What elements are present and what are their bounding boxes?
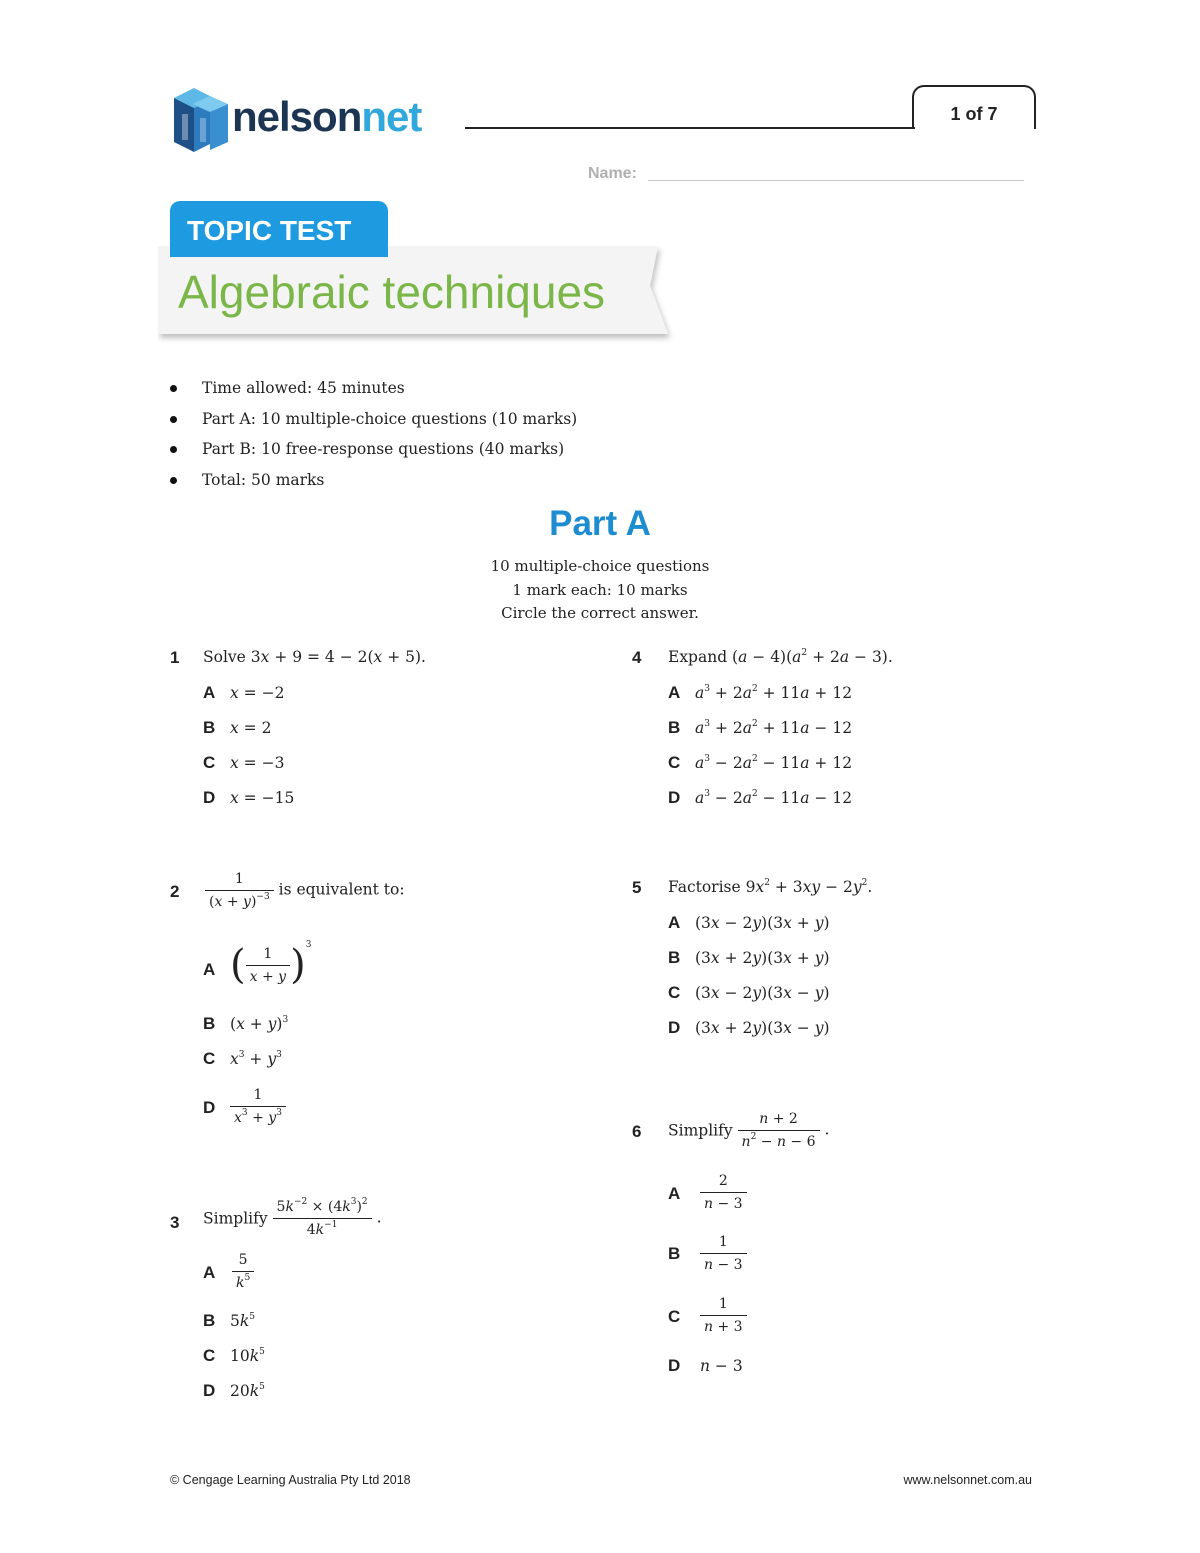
part-intro — [0, 555, 1200, 626]
question-number: 6 — [632, 1122, 642, 1141]
bullet-icon — [170, 385, 177, 392]
option-label[interactable]: D — [203, 788, 216, 807]
question-stem: $\frac{1}{(x + y)^{-3}}$ is equivalent to: — [205, 870, 405, 911]
option-label[interactable]: C — [668, 983, 681, 1002]
list-item — [170, 376, 577, 407]
website-link[interactable]: www.nelsonnet.com.au — [903, 1473, 1032, 1487]
logo-wordmark — [232, 90, 421, 144]
option-label[interactable]: B — [203, 1311, 216, 1330]
option-label[interactable]: B — [668, 948, 681, 967]
logo-part-nelson: nelson — [232, 93, 362, 140]
option-label[interactable]: D — [668, 788, 681, 807]
option-answer[interactable]: (3x − 2y)(3x + y) — [695, 914, 830, 932]
part-heading: Part A — [549, 504, 651, 543]
option-label[interactable]: D — [668, 1018, 681, 1037]
header-rule — [465, 127, 915, 129]
option-label[interactable]: C — [203, 1049, 216, 1068]
option-answer[interactable]: $x^3 + y^3$ — [230, 1050, 282, 1068]
question-stem: Simplify $\frac{5k^{-2} \times (4k^3)^2}{4k^{-1}}$ . — [203, 1197, 382, 1238]
option-label[interactable]: B — [203, 1014, 216, 1033]
stem-text: Simplify — [203, 1209, 268, 1228]
question-number: 1 — [170, 648, 180, 667]
option-label[interactable]: A — [668, 683, 681, 702]
option-answer[interactable]: (3x + 2y)(3x − y) — [695, 1019, 830, 1037]
option-answer[interactable]: $\frac{1}{n - 3}$ — [700, 1233, 747, 1274]
name-field-line[interactable] — [648, 180, 1024, 181]
option-label[interactable]: A — [203, 1263, 216, 1282]
option-label[interactable]: C — [203, 1346, 216, 1365]
question-number: 4 — [632, 648, 642, 667]
option-label[interactable]: C — [203, 753, 216, 772]
topic-test-tab: TOPIC TEST — [170, 201, 388, 257]
option-answer[interactable]: x = −3 — [230, 754, 285, 772]
option-label[interactable]: B — [668, 718, 681, 737]
question-stem: Factorise $9x^2 + 3xy - 2y^2$. — [668, 878, 873, 896]
question-number: 3 — [170, 1213, 180, 1232]
option-answer[interactable]: $\frac{1}{x^3 + y^3}$ — [230, 1086, 286, 1127]
question-number: 2 — [170, 882, 180, 901]
stem-text: Simplify — [668, 1121, 733, 1140]
intro-line: Circle the correct answer. — [501, 604, 699, 622]
bullet-icon — [170, 477, 177, 484]
option-label[interactable]: D — [203, 1381, 216, 1400]
option-answer[interactable]: n − 3 — [700, 1357, 743, 1375]
option-answer[interactable]: $a^3 + 2a^2 + 11a - 12$ — [695, 719, 853, 737]
option-answer[interactable]: (3x + 2y)(3x + y) — [695, 949, 830, 967]
info-text: Part B: 10 free-response questions (40 marks) — [202, 440, 565, 458]
option-answer[interactable]: $20k^5$ — [230, 1382, 265, 1400]
option-label[interactable]: A — [203, 683, 216, 702]
option-answer[interactable]: $\frac{5}{k^5}$ — [232, 1251, 254, 1292]
question-stem: Simplify $\frac{n + 2}{n^2 - n - 6}$ . — [668, 1111, 830, 1150]
option-answer[interactable]: $a^3 - 2a^2 - 11a - 12$ — [695, 789, 853, 807]
option-label[interactable]: A — [203, 960, 216, 979]
option-answer[interactable]: $a^3 + 2a^2 + 11a + 12$ — [695, 684, 853, 702]
option-label[interactable]: C — [668, 1307, 681, 1326]
option-answer[interactable]: (3x − 2y)(3x − y) — [695, 984, 830, 1002]
page-indicator: 1 of 7 — [912, 85, 1036, 129]
option-answer[interactable]: $10k^5$ — [230, 1347, 265, 1365]
option-answer[interactable]: $\frac{2}{n - 3}$ — [700, 1172, 747, 1213]
option-label[interactable]: C — [668, 753, 681, 772]
option-answer[interactable]: x = −2 — [230, 684, 285, 702]
info-text: Total: 50 marks — [202, 470, 325, 489]
name-label: Name: — [588, 165, 637, 182]
option-label[interactable]: D — [668, 1356, 681, 1375]
option-answer[interactable]: ( $\frac{1}{x + y}$ )$^3$ — [230, 940, 312, 988]
logo-part-net: net — [361, 93, 422, 140]
bullet-icon — [170, 416, 177, 423]
cube-logo-icon — [170, 84, 234, 156]
list-item — [170, 437, 577, 468]
option-answer[interactable]: $(x + y)^3$ — [230, 1015, 289, 1033]
question-stem: Expand $(a - 4)(a^2 + 2a - 3)$. — [668, 648, 893, 666]
option-answer[interactable]: $5k^5$ — [230, 1312, 256, 1330]
info-text: Time allowed: 45 minutes — [202, 379, 405, 397]
page-title: Algebraic techniques — [178, 266, 606, 318]
info-text: Part A: 10 multiple-choice questions (10 marks) — [202, 409, 578, 428]
option-label[interactable]: A — [668, 1184, 681, 1203]
stem-text: is equivalent to: — [278, 880, 405, 899]
option-label[interactable]: B — [203, 718, 216, 737]
question-stem: Solve 3x + 9 = 4 − 2(x + 5). — [203, 648, 426, 666]
intro-line: 10 multiple-choice questions — [490, 557, 710, 575]
option-label[interactable]: A — [668, 913, 681, 932]
copyright-text: © Cengage Learning Australia Pty Ltd 2018 — [170, 1473, 411, 1487]
intro-line: 1 mark each: 10 marks — [512, 580, 688, 599]
option-answer[interactable]: $a^3 - 2a^2 - 11a + 12$ — [695, 754, 853, 772]
list-item — [170, 468, 577, 499]
option-answer[interactable]: x = 2 — [230, 719, 272, 737]
option-label[interactable]: B — [668, 1244, 681, 1263]
option-answer[interactable]: $\frac{1}{n + 3}$ — [700, 1295, 747, 1336]
question-number: 5 — [632, 878, 642, 897]
list-item — [170, 407, 577, 438]
test-info-list — [170, 376, 577, 498]
option-answer[interactable]: x = −15 — [230, 789, 295, 807]
bullet-icon — [170, 446, 177, 453]
option-label[interactable]: D — [203, 1098, 216, 1117]
